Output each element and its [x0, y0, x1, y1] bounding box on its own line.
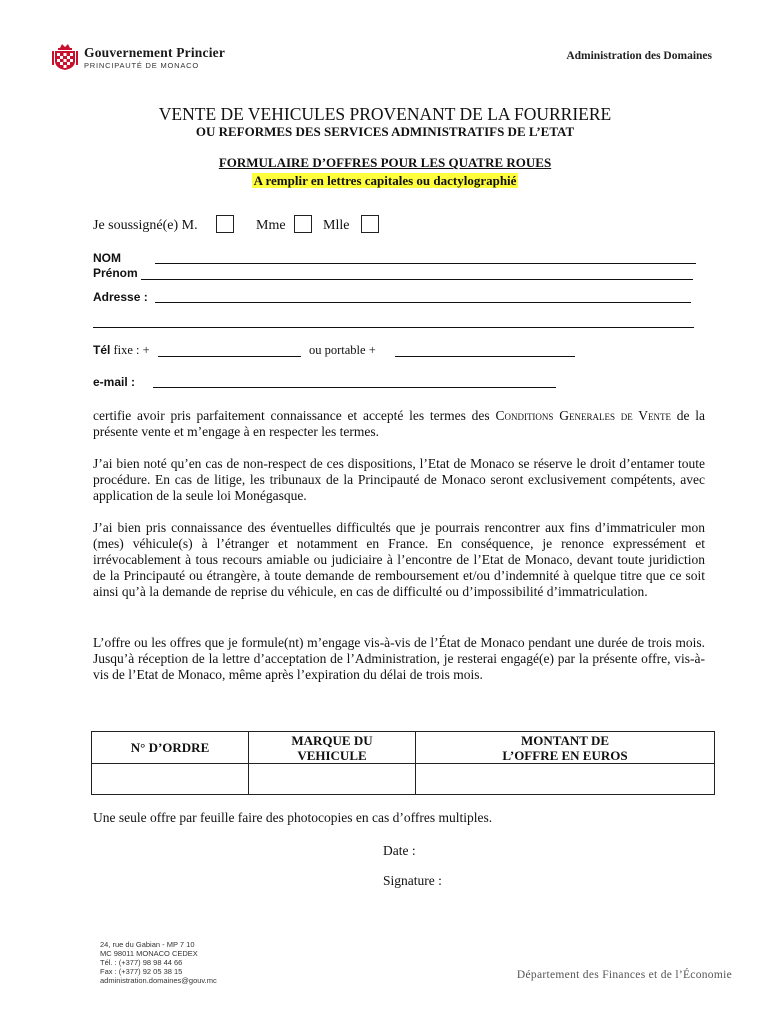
p1-conditions-link: Conditions Generales de Vente — [495, 408, 671, 423]
admin-title: Administration des Domaines — [566, 50, 712, 62]
p1-start: certifie avoir pris parfaitement connaissance et accepté les termes des — [93, 408, 496, 423]
checkbox-m[interactable] — [216, 215, 234, 233]
form-title: FORMULAIRE D’OFFRES POUR LES QUATRE ROUES — [218, 155, 552, 170]
civility-prefix: Je soussigné(e) M. — [93, 218, 198, 233]
gov-title: Gouvernement Princier — [84, 45, 226, 60]
date-label: Date : — [383, 843, 416, 858]
table-row — [92, 764, 715, 795]
checkbox-mme[interactable] — [294, 215, 312, 233]
footer-email: administration.domaines@gouv.mc — [100, 976, 217, 985]
col-amount-header-l1: MONTANT DE — [521, 732, 609, 748]
document-title: VENTE DE VEHICULES PROVENANT DE LA FOURRIERE — [158, 104, 612, 124]
civility-mme-label: Mme — [256, 218, 286, 233]
checkbox-mlle[interactable] — [361, 215, 379, 233]
tel-portable-label: ou portable + — [309, 343, 376, 357]
email-field[interactable] — [153, 387, 556, 388]
tel-row — [93, 343, 150, 358]
prenom-label: Prénom — [93, 266, 138, 280]
footer-address-line: 24, rue du Gabian - MP 7 10 — [100, 940, 195, 949]
signature-label: Signature : — [383, 873, 442, 888]
prenom-field[interactable] — [141, 279, 693, 280]
paragraph-registration: J’ai bien pris connaissance des éventuelles difficultés que je pourrais rencontrer aux fins d’immatriculer mon (mes) véhicule(s) à l’étranger et notamment en France. En conséquence, je renonce expressément et irrévocablement à tous recours amiable ou judiciaire à l’encontre de l’Etat de Monaco, devant toute juridiction de la Principauté ou étrangère, à toute demande de remboursement et/ou d’indemnité à quelque titre que ce soit ainsi qu’à la demande de reprise du véhicule, en cas de difficulté ou d’impossibilité d’immatriculation. — [93, 520, 705, 600]
paragraph-conditions — [93, 408, 705, 440]
p1-end: de la présente vente et m’engage à en respecter les termes. — [93, 408, 705, 440]
civility-mlle-label: Mlle — [323, 218, 350, 233]
email-label: e-mail : — [93, 375, 136, 389]
vehicle-brand-cell[interactable] — [249, 764, 416, 795]
nom-label: NOM — [93, 251, 121, 265]
monaco-crest-logo — [52, 43, 78, 71]
tel-fixe-label: fixe : + — [113, 343, 150, 357]
form-instruction: A remplir en lettres capitales ou dactylographié — [253, 173, 517, 188]
col-amount-header — [416, 732, 715, 764]
paragraph-offer-validity: L’offre ou les offres que je formule(nt) m’engage vis-à-vis de l’État de Monaco pendant une durée de trois mois. Jusqu’à réception de la lettre d’acceptation de l’Administration, je resterai engagé(e) par la présente offre, vis-à-vis de l’Etat de Monaco, même après l’expiration du délai de trois mois. — [93, 635, 705, 683]
single-offer-note: Une seule offre par feuille faire des photocopies en cas d’offres multiples. — [93, 810, 493, 825]
footer-address-line: MC 98011 MONACO CEDEX — [100, 949, 198, 958]
footer-fax: Fax : (+377) 92 05 38 15 — [100, 967, 183, 976]
footer-address — [100, 940, 217, 985]
adresse-field[interactable] — [155, 302, 691, 303]
offer-amount-cell[interactable] — [416, 764, 715, 795]
gov-subtitle: PRINCIPAUTÉ DE MONACO — [84, 61, 200, 70]
document-subtitle: OU REFORMES DES SERVICES ADMINISTRATIFS DE L’ETAT — [195, 124, 575, 139]
col-brand-header-l2: VEHICULE — [297, 747, 367, 763]
col-brand-header — [249, 732, 416, 764]
adresse-label: Adresse : — [93, 290, 148, 304]
tel-label: Tél — [93, 343, 111, 357]
paragraph-litigation: J’ai bien noté qu’en cas de non-respect de ces dispositions, l’Etat de Monaco se réserve le droit d’entamer toute procédure. En cas de litige, les tribunaux de la Principauté de Monaco seront exclusivement compétents, avec application de la seule loi Monégasque. — [93, 456, 705, 504]
footer-phone: Tél. : (+377) 98 98 44 66 — [100, 958, 183, 967]
col-brand-header-l1: MARQUE DU — [291, 732, 373, 748]
offers-table — [91, 731, 715, 795]
table-header-row — [92, 732, 715, 764]
order-number-cell[interactable] — [92, 764, 249, 795]
footer-department: Département des Finances et de l’Économie — [516, 969, 732, 981]
nom-field[interactable] — [155, 263, 696, 264]
tel-fixe-field[interactable] — [158, 356, 301, 357]
col-amount-header-l2: L’OFFRE EN EUROS — [502, 747, 628, 763]
col-order-header: N° D’ORDRE — [92, 732, 249, 764]
tel-portable-field[interactable] — [395, 356, 575, 357]
form-instruction-wrap — [0, 172, 770, 190]
adresse-field-line2[interactable] — [93, 327, 694, 328]
